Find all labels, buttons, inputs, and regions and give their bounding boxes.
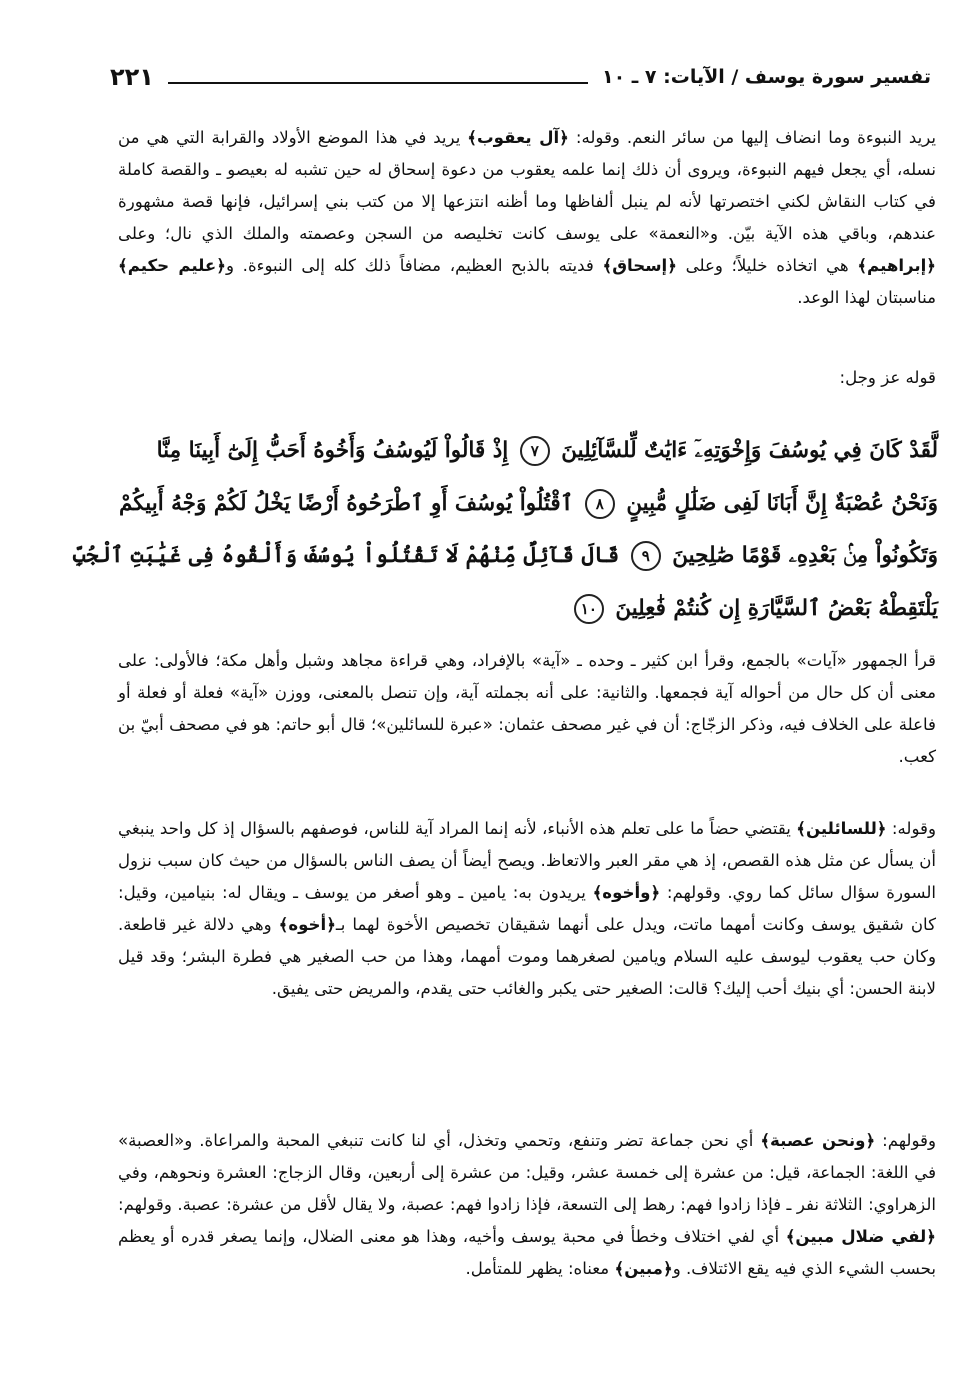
quran-line-3 <box>73 530 938 583</box>
text-run: وقولهم: <box>875 1131 936 1150</box>
quran-keyword: ﴿مبين﴾ <box>614 1259 673 1278</box>
quran-keyword: ﴿عليم حكيم﴾ <box>118 256 226 275</box>
verse-text: قَالَ قَآئِلٌ مِّنْهُمْ لَا تَقْتُلُواْ يُوسُفَ وَأَلْقُوهُ فِى غَيَٰبَتِ ٱلْجُبِّ <box>73 543 620 568</box>
paragraph-1 <box>118 122 936 314</box>
text-run: يريدون به: يامين ـ وهو أصغر من يوسف ـ ويقال له: بنيامين، وقيل: كان شقيق يوسف وكانت أمهما ماتت، ويدل على أنهما شقيقان تخصيص الأخوة لهما بـ <box>118 883 936 934</box>
header-rule <box>168 82 588 84</box>
text-run: أي لفي اختلاف وخطأ في محبة يوسف وأخيه، وهذا هو معنى الضلال، وإنما يصغر قدره أو يعظم بحسب الشيء الذي فيه يقع الائتلاف. و <box>118 1227 936 1278</box>
text-run: أي نحن جماعة تضر وتنفع، وتحمي وتخذل، أي لنا كانت تنبغي المحبة والمراعاة. و«العصبة» في اللغة: الجماعة، قيل: من عشرة إلى خمسة عشر، وقيل: من عشرة إلى أربعين، وقال الزجاج: العشرة ونحوهم، وفي الزهراوي: الثلاثة نفر ـ فإذا زادوا فهم: رهط إلى التسعة، فإذا زادوا فهم: عصبة، ولا يقال لأقل من عشرة: عصبة. وقولهم: <box>118 1131 936 1214</box>
text-run: فديته بالذبح العظيم، مضافاً ذلك كله إلى النبوءة. و <box>225 256 603 275</box>
quran-block <box>73 425 938 635</box>
running-title: تفسير سورة يوسف / الآيات: ٧ ـ ١٠ <box>601 66 931 88</box>
quran-keyword: ﴿إسحاق﴾ <box>602 256 677 275</box>
quran-keyword: ﴿ونحن عصبة﴾ <box>760 1131 876 1150</box>
verse-text: يَلْتَقِطْهُ بَعْضُ ٱلسَّيَّارَةِ إِن كُنتُمْ فَٰعِلِينَ <box>615 595 938 621</box>
page-header <box>110 60 931 94</box>
quran-keyword: ﴿للسائلين﴾ <box>796 819 887 838</box>
quran-line-4 <box>112 583 938 636</box>
paragraph-4 <box>118 1125 936 1285</box>
page-number: ٢٢١ <box>110 63 154 91</box>
paragraph-4-text <box>118 1125 936 1285</box>
text-run: هي اتخاذه خليلاً؛ وعلى <box>676 256 858 275</box>
paragraph-1-text <box>118 122 936 314</box>
text-run: يقتضي حضاً ما على تعلم هذه الأنباء، لأنه إنما المراد آية للناس، فوصفهم بالسؤال إذ كل واحد ينبغي أن يسأل عن مثل هذه القصص، إذ هي مقر العبر والاتعاظ. ويصح أيضاً أن يصف الناس بالسؤال من حيث كان سبب نزول السورة سؤال سائل كما روي. وقولهم: <box>118 819 936 902</box>
verse-text: وَتَكُونُواْ مِنۢ بَعْدِهِۦ قَوْمًا صَٰلِحِينَ <box>672 543 938 568</box>
quran-keyword: ﴿إبراهيم﴾ <box>857 256 936 275</box>
text-run: معناه: يظهر للمتأمل. <box>465 1259 615 1278</box>
quran-keyword: ﴿لفي ضلال مبين﴾ <box>785 1227 937 1246</box>
text-run: وقوله: <box>886 819 936 838</box>
paragraph-3-text <box>118 813 936 1005</box>
verse-text: ٱقْتُلُواْ يُوسُفَ أَوِ ٱطْرَحُوهُ أَرْضًا يَخْلُ لَكُمْ وَجْهُ أَبِيكُمْ <box>119 490 574 516</box>
verse-intro <box>118 362 936 394</box>
quran-line-1 <box>112 425 938 478</box>
paragraph-2 <box>118 645 936 773</box>
verse-intro-text: قوله عز وجل: <box>839 368 936 387</box>
paragraph-2-text: قرأ الجمهور «آيات» بالجمع، وقرأ ابن كثير ـ وحده ـ «آية» بالإفراد، وهي قراءة مجاهد وشبل وأهل مكة؛ فالأولى: على معنى أن كل حال من أحواله آية فجمعها. والثانية: على أنه بجملته آية، وإن تنصل بالمعنى، ووزن «آية» فعلة أو فعلة أو فاعلة على الخلاف فيه، وذكر الزجّاج: أن في غير مصحف عثمان: «عبرة للسائلين»؛ قال أبو حاتم: هو في مصحف أبيّ بن كعب. <box>118 651 936 766</box>
quran-line-2 <box>112 478 938 531</box>
text-run: يريد في هذا الموضع الأولاد والقرابة التي هي من نسله، أي يجعل فيهم النبوءة، ويروى أن ذلك إنما علمه يعقوب من دعوة إسحاق له حين تشبه له بعيصو ـ والقصة كاملة في كتاب النقاش لكني اختصرتها لأنه لم ينبل ألفاظها وما أظنه انتزعها إلا من كتب بني إسرائيل، فإنها قصة مشهورة عندهم، وباقي هذه الآية بيّن. و«النعمة» على يوسف كانت تخليصه من السجن وعصمته والملك الذي نال؛ وعلى <box>118 128 936 243</box>
verse-number-marker: ٨ <box>585 489 615 519</box>
paragraph-3 <box>118 813 936 1005</box>
text-run: وهي دلالة غير قاطعة. وكان حب يعقوب ليوسف عليه السلام ويامين لصغرهما وموت أمهما، وهذا من حب الصغير هي فطرة البشر؛ وقد قيل لابنة الحسن: أي بنيك أحب إليك؟ قالت: الصغير حتى يكبر والغائب حتى يقدم، والمريض حتى يفيق. <box>118 915 936 998</box>
verse-text: وَنَحْنُ عُصْبَةٌ إِنَّ أَبَانَا لَفِى ضَلَٰلٍ مُّبِينٍ <box>626 490 938 516</box>
quran-keyword: ﴿وأخوه﴾ <box>592 883 661 902</box>
verse-text: إِذْ قَالُواْ لَيُوسُفُ وَأَخُوهُ أَحَبُّ إِلَىٰٓ أَبِينَا مِنَّا <box>156 438 509 463</box>
text-run: يريد النبوءة وما انضاف إليها من سائر النعم. وقوله: <box>568 128 936 147</box>
quran-keyword: ﴿أخوه﴾ <box>278 915 336 934</box>
verse-number-marker: ٧ <box>520 436 550 466</box>
quran-keyword: ﴿آل يعقوب﴾ <box>467 128 569 147</box>
verse-text: لَّقَدْ كَانَ فِي يُوسُفَ وَإِخْوَتِهِۦٓ ءَايَٰتٌ لِّلسَّآئِلِينَ <box>561 438 938 463</box>
text-run: مناسبتان لهذا الوعد. <box>797 288 936 307</box>
verse-number-marker: ١٠ <box>574 594 604 624</box>
verse-number-marker: ٩ <box>631 541 661 571</box>
